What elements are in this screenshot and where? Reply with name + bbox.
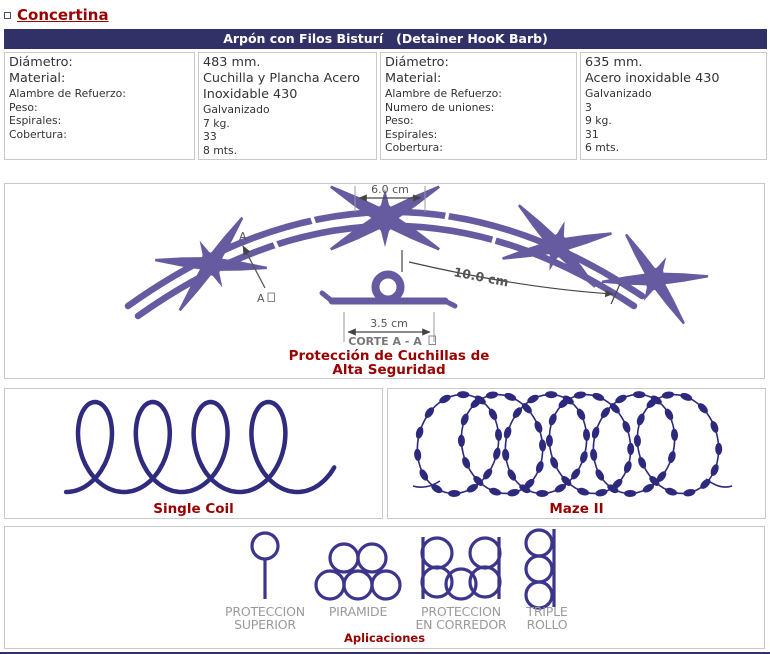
diagram-caption-line1: Protección de Cuchillas de <box>288 348 490 364</box>
spec-label: Material: <box>385 71 442 86</box>
triple-rollo-icon <box>526 529 554 608</box>
spec-value: Galvanizado <box>202 103 270 116</box>
applications-panel <box>4 526 765 649</box>
barb-cluster <box>596 228 713 331</box>
app-label: TRIPLE <box>525 604 568 619</box>
maze-caption: Maze II <box>549 501 604 517</box>
single-coil-panel <box>4 388 383 519</box>
dimension-3-5cm <box>344 312 436 348</box>
spec-label: Peso: <box>385 114 414 127</box>
single-coil-drawing <box>5 389 382 502</box>
barb-cluster <box>149 211 272 318</box>
spec-right-labels <box>380 52 577 160</box>
spec-table <box>4 52 767 160</box>
spec-value: Inoxidable 430 <box>202 87 298 102</box>
razor-wire-diagram <box>5 184 764 378</box>
proteccion-en-corredor-icon <box>422 537 500 599</box>
applications-caption: Aplicaciones <box>343 631 426 645</box>
missing-glyph-box <box>429 336 436 345</box>
spec-value: 635 mm. <box>584 55 643 70</box>
dim-10cm-label: 10.0 cm <box>452 264 510 290</box>
spec-value: 7 kg. <box>202 116 230 130</box>
spec-value: 31 <box>584 127 599 141</box>
spec-value: 8 mts. <box>202 143 238 157</box>
spec-label: Numero de uniones: <box>385 100 495 114</box>
spec-left-values <box>198 52 377 160</box>
spec-label: Material: <box>9 71 66 86</box>
maze-drawing <box>388 389 765 502</box>
applications-icons <box>6 527 764 631</box>
maze-panel <box>387 388 766 519</box>
spec-value: Acero inoxidable 430 <box>584 71 720 86</box>
missing-glyph-box <box>268 293 275 302</box>
proteccion-superior-icon <box>252 533 278 599</box>
spec-value: 483 mm. <box>202 55 261 70</box>
coil-panels-row <box>4 388 767 519</box>
spec-left-labels <box>4 52 195 160</box>
section-header: Arpón con Filos Bisturí (Detainer HooK Barb) <box>4 29 767 49</box>
spec-label: Cobertura: <box>9 127 67 141</box>
page-title-row <box>4 0 767 25</box>
marker-a-top: A <box>239 230 247 243</box>
app-label: SUPERIOR <box>233 617 296 631</box>
marker-a-bottom: A <box>257 292 265 305</box>
spec-value: 9 kg. <box>584 114 612 127</box>
spec-label: Alambre de Refuerzo: <box>385 87 502 100</box>
spec-label: Espirales: <box>9 114 62 127</box>
spec-value: 33 <box>202 130 217 143</box>
app-label: PROTECCION <box>224 604 305 619</box>
app-label: EN CORREDOR <box>414 617 507 631</box>
spec-label: Diámetro: <box>385 55 449 70</box>
spec-value: 6 mts. <box>584 141 620 154</box>
spec-label: Peso: <box>9 100 38 114</box>
spec-label: Alambre de Refuerzo: <box>9 87 126 100</box>
spec-label: Espirales: <box>385 127 438 141</box>
app-label: PROTECCION <box>420 604 501 619</box>
spec-right-values <box>580 52 767 160</box>
razor-wire-diagram-panel <box>4 183 765 379</box>
razor-band <box>128 184 714 330</box>
diagram-caption-line2: Alta Seguridad <box>332 362 446 378</box>
dim-6cm-label: 6.0 cm <box>371 184 409 196</box>
dim-3-5cm-label: 3.5 cm <box>370 317 408 330</box>
page-title-link[interactable]: Concertina <box>17 6 109 24</box>
square-bullet-icon <box>4 12 11 19</box>
spec-value: 3 <box>584 100 592 114</box>
single-coil-caption: Single Coil <box>153 501 234 517</box>
spec-value: Cuchilla y Plancha Acero <box>202 71 360 86</box>
spec-label: Cobertura: <box>385 141 443 154</box>
cross-section <box>322 275 455 307</box>
piramide-icon <box>316 544 400 599</box>
app-label: ROLLO <box>526 617 567 631</box>
spec-label: Diámetro: <box>9 55 73 70</box>
corte-label: CORTE A - A <box>348 335 422 348</box>
app-label: PIRAMIDE <box>328 604 387 619</box>
spec-value: Galvanizado <box>584 87 652 100</box>
